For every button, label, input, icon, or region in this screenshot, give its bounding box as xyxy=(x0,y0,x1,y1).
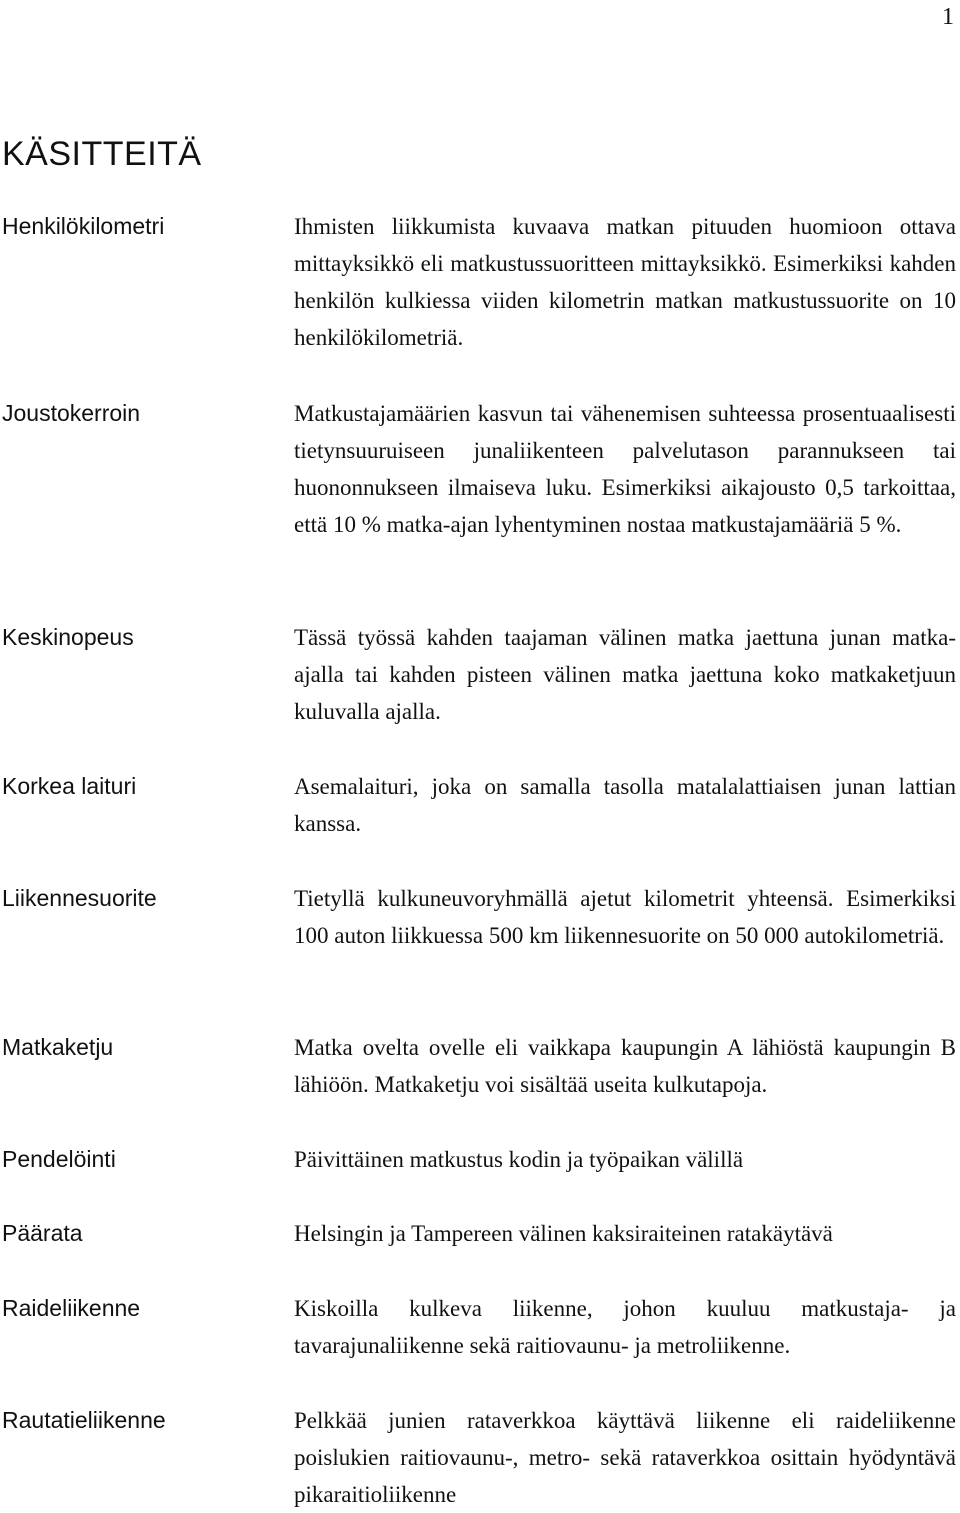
glossary-term: Keskinopeus xyxy=(2,624,134,650)
glossary-term: Korkea laituri xyxy=(2,773,137,799)
page-number: 1 xyxy=(942,4,954,30)
glossary-definition: Asemalaituri, joka on samalla tasolla matalalattiaisen junan lattian kanssa. xyxy=(294,774,956,836)
glossary-definition: Tietyllä kulkuneuvoryhmällä ajetut kilometrit yhteensä. Esimerkiksi 100 auton liikkuessa 500 km liikennesuorite on 50 000 autokilometriä. xyxy=(294,886,956,948)
glossary-term: Joustokerroin xyxy=(2,400,141,426)
glossary-definition: Tässä työssä kahden taajaman välinen matka jaettuna junan matka-ajalla tai kahden pisteen välinen matka jaettuna koko matkaketjuun kuluvalla ajalla. xyxy=(294,625,956,724)
glossary-definition: Päivittäinen matkustus kodin ja työpaikan välillä xyxy=(294,1147,744,1172)
glossary-term: Pendelöinti xyxy=(2,1146,116,1172)
glossary-definition: Helsingin ja Tampereen välinen kaksiraiteinen ratakäytävä xyxy=(294,1221,833,1246)
glossary-term: Rautatieliikenne xyxy=(2,1407,166,1433)
page-title: KÄSITTEITÄ xyxy=(2,135,202,173)
glossary-definition: Matkustajamäärien kasvun tai vähenemisen suhteessa prosentuaalisesti tietynsuuruiseen junaliikenteen palvelutason parannukseen tai huononnukseen ilmaiseva luku. Esimerkiksi aikajousto 0,5 tarkoittaa, että 10 % matka-ajan lyhentyminen nostaa matkustajamääriä 5 %. xyxy=(294,401,956,537)
glossary-term: Matkaketju xyxy=(2,1034,114,1060)
glossary-definition: Pelkkää junien rataverkkoa käyttävä liikenne eli raideliikenne poislukien raitiovaunu-, metro- sekä rataverkkoa osittain hyödyntävä pikaraitioliikenne xyxy=(294,1408,956,1507)
glossary-term: Liikennesuorite xyxy=(2,885,157,911)
glossary-term: Henkilökilometri xyxy=(2,213,165,239)
glossary-definition: Ihmisten liikkumista kuvaava matkan pituuden huomioon ottava mittayksikkö eli matkustussuoritteen mittayksikkö. Esimerkiksi kahden henkilön kulkiessa viiden kilometrin matkan matkustussuorite on 10 henkilökilometriä. xyxy=(294,214,956,350)
glossary-definition: Kiskoilla kulkeva liikenne, johon kuuluu matkustaja- ja tavarajunaliikenne sekä raitiovaunu- ja metroliikenne. xyxy=(294,1296,956,1358)
glossary-term: Päärata xyxy=(2,1220,83,1246)
glossary-term: Raideliikenne xyxy=(2,1295,141,1321)
glossary-definition: Matka ovelta ovelle eli vaikkapa kaupungin A lähiöstä kaupungin B lähiöön. Matkaketju voi sisältää useita kulkutapoja. xyxy=(294,1035,956,1097)
